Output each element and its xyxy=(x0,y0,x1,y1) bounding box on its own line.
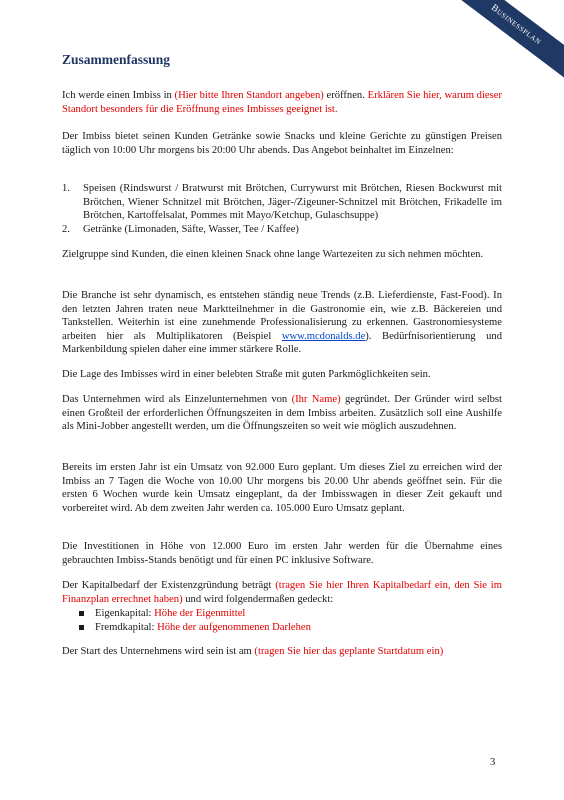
capital-paragraph xyxy=(62,579,502,606)
list-item xyxy=(62,182,502,223)
industry-paragraph xyxy=(62,289,502,357)
location-placeholder: (Hier bitte Ihren Standort angeben) xyxy=(174,90,324,101)
start-paragraph xyxy=(62,645,502,659)
capital-text-2: und wird folgendermaßen gedeckt: xyxy=(182,593,334,605)
target-group-paragraph: Zielgruppe sind Kunden, die einen kleinen Snack ohne lange Wartezeiten zu sich nehmen möchten. xyxy=(62,249,484,260)
list-item-number: 2. xyxy=(62,223,70,235)
page-number: 3 xyxy=(490,757,496,768)
start-text: Der Start des Unternehmens wird sein ist am xyxy=(62,646,255,657)
location-paragraph: Die Lage des Imbisses wird in einer belebten Straße mit guten Parkmöglichkeiten sein. xyxy=(62,369,431,380)
revenue-paragraph: Bereits im ersten Jahr ist ein Umsatz von 92.000 Euro geplant. Um dieses Ziel zu erreichen wird der Imbiss an 7 Tagen die Woche von 10.00 Uhr morgens bis 20.00 Uhr abends geöffnet sein. Für die ersten 6 Wochen wurde kein Umsatz eingeplant, da der Imbisswagen in dieser Zeit gekauft und vorbereitet wird. Ab dem zweiten Jahr werden ca. 105.000 Euro Umsatz geplant. xyxy=(62,462,502,514)
capital-label: Fremdkapital: xyxy=(95,621,158,633)
list-item-number: 1. xyxy=(62,183,70,194)
intro-text-2: eröffnen. xyxy=(323,90,368,101)
investment-paragraph: Die Investitionen in Höhe von 12.000 Euro im ersten Jahr werden für die Übernahme eines gebrauchten Imbiss-Stands benötigt und für einen PC inklusive Software. xyxy=(62,541,502,566)
list-item xyxy=(62,607,502,621)
name-placeholder: (Ihr Name) xyxy=(291,394,341,405)
company-text-2: gegründet. Der Gründer wird selbst einen Großteil der erforderlichen Öffnungszeiten in dem Imbiss arbeiten. Zusätzlich soll eine Aushilfe als Mini-Jobber angestellt werden, um die Öffnungszeiten so weit wie möglich auszudehnen. xyxy=(62,394,502,433)
capital-label: Eigenkapital: xyxy=(95,608,155,619)
mcdonalds-link[interactable]: www.mcdonalds.de xyxy=(281,330,366,342)
list-item xyxy=(62,621,502,635)
capital-placeholder: (tragen Sie hier Ihren Kapitalbedarf ein, den Sie im Finanzplan errechnet haben) xyxy=(62,580,502,605)
square-bullet-icon xyxy=(79,611,84,616)
businessplan-banner xyxy=(428,0,564,96)
company-text-1: Das Unternehmen wird als Einzelunternehmen von xyxy=(62,394,292,405)
start-date-placeholder: (tragen Sie hier das geplante Startdatum ein) xyxy=(254,646,444,657)
capital-text-1: Der Kapitalbedarf der Existenzgründung beträgt xyxy=(62,580,276,591)
banner-label: Businessplan xyxy=(488,2,544,48)
square-bullet-icon xyxy=(79,625,84,630)
offer-list xyxy=(62,182,502,236)
industry-text-1: Die Branche ist sehr dynamisch, es entstehen ständig neue Trends (z.B. Lieferdienste, Fast-Food). In den letzten Jahren traten neue Marktteilnehmer in die Gastronomie ein, wie z.B. Bäckereien und Tankstellen. Weiterhin ist eine zunehmende Professionalisierung zu erkennen. Gastronomiesysteme arbeiten hier als Multiplikatoren (Beispiel xyxy=(62,290,502,342)
company-paragraph xyxy=(62,393,502,434)
capital-value-placeholder: Höhe der aufgenommenen Darlehen xyxy=(157,621,311,633)
capital-list xyxy=(62,607,502,634)
list-item-text: Getränke (Limonaden, Säfte, Wasser, Tee / Kaffee) xyxy=(83,223,299,235)
capital-value-placeholder: Höhe der Eigenmittel xyxy=(154,608,246,619)
list-item-text: Speisen (Rindswurst / Bratwurst mit Brötchen, Currywurst mit Brötchen, Riesen Bockwurst mit Brötchen, Wiener Schnitzel mit Brötchen, Jäger-/Zigeuner-Schnitzel mit Brötchen, Frikadelle im Brötchen, Kartoffelsalat, Pommes mit Mayo/Ketchup, Gulaschsuppe) xyxy=(83,183,502,222)
intro-text-1: Ich werde einen Imbiss in xyxy=(62,90,175,101)
list-item xyxy=(62,223,502,237)
intro-paragraph xyxy=(62,89,502,116)
offer-paragraph: Der Imbiss bietet seinen Kunden Getränke sowie Snacks und kleine Gerichte zu günstigen Preisen täglich von 10:00 Uhr morgens bis 20:00 Uhr abends. Das Angebot beinhaltet im Einzelnen: xyxy=(62,131,502,156)
industry-text-2: ). Bedürfnisorientierung und Markenbildung spielen daher eine immer stärkere Rolle. xyxy=(62,330,502,356)
location-reason-placeholder: Erklären Sie hier, warum dieser Standort besonders für die Eröffnung eines Imbisses geeignet ist. xyxy=(62,90,502,115)
page-title: Zusammenfassung xyxy=(62,52,171,67)
